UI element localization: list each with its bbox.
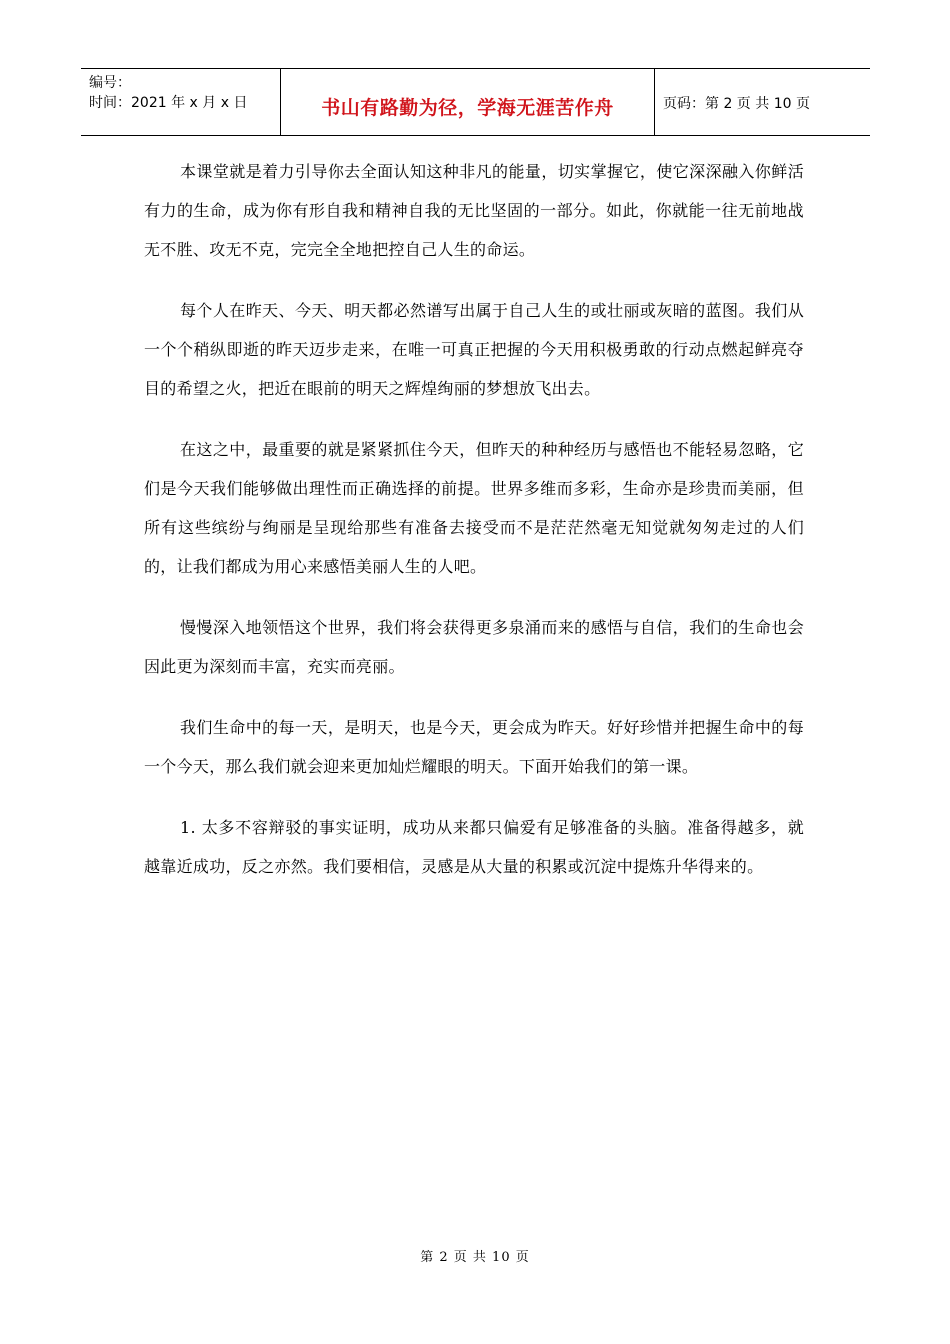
page-footer: 第 2 页 共 10 页 xyxy=(420,1250,530,1265)
document-body xyxy=(144,152,804,908)
paragraph: 慢慢深入地领悟这个世界，我们将会获得更多泉涌而来的感悟与自信，我们的生命也会因此更为深刻而丰富，充实而亮丽。 xyxy=(144,618,804,676)
date-label: 时间：2021 年 x 月 x 日 xyxy=(89,95,248,111)
numbered-paragraph: 1. 太多不容辩驳的事实证明，成功从来都只偏爱有足够准备的头脑。准备得越多，就越靠近成功，反之亦然。我们要相信，灵感是从大量的积累或沉淀中提炼升华得来的。 xyxy=(144,818,804,876)
doc-number-label: 编号： xyxy=(89,75,131,91)
header-page-info: 页码：第 2 页 共 10 页 xyxy=(663,96,810,112)
header-meta-cell xyxy=(81,69,281,135)
paragraph: 每个人在昨天、今天、明天都必然谱写出属于自己人生的或壮丽或灰暗的蓝图。我们从一个个稍纵即逝的昨天迈步走来，在唯一可真正把握的今天用积极勇敢的行动点燃起鲜亮夺目的希望之火，把近在眼前的明天之辉煌绚丽的梦想放飞出去。 xyxy=(144,301,804,398)
page-header xyxy=(81,68,870,136)
paragraph: 在这之中，最重要的就是紧紧抓住今天，但昨天的种种经历与感悟也不能轻易忽略，它们是今天我们能够做出理性而正确选择的前提。世界多维而多彩，生命亦是珍贵而美丽，但所有这些缤纷与绚丽是呈现给那些有准备去接受而不是茫茫然毫无知觉就匆匆走过的人们的，让我们都成为用心来感悟美丽人生的人吧。 xyxy=(144,440,804,576)
paragraph: 我们生命中的每一天，是明天，也是今天，更会成为昨天。好好珍惜并把握生命中的每一个今天，那么我们就会迎来更加灿烂耀眼的明天。下面开始我们的第一课。 xyxy=(144,718,804,776)
paragraph: 本课堂就是着力引导你去全面认知这种非凡的能量，切实掌握它，使它深深融入你鲜活有力的生命，成为你有形自我和精神自我的无比坚固的一部分。如此，你就能一往无前地战无不胜、攻无不克，完完全全地把控自己人生的命运。 xyxy=(144,162,804,259)
header-motto: 书山有路勤为径，学海无涯苦作舟 xyxy=(281,69,655,135)
